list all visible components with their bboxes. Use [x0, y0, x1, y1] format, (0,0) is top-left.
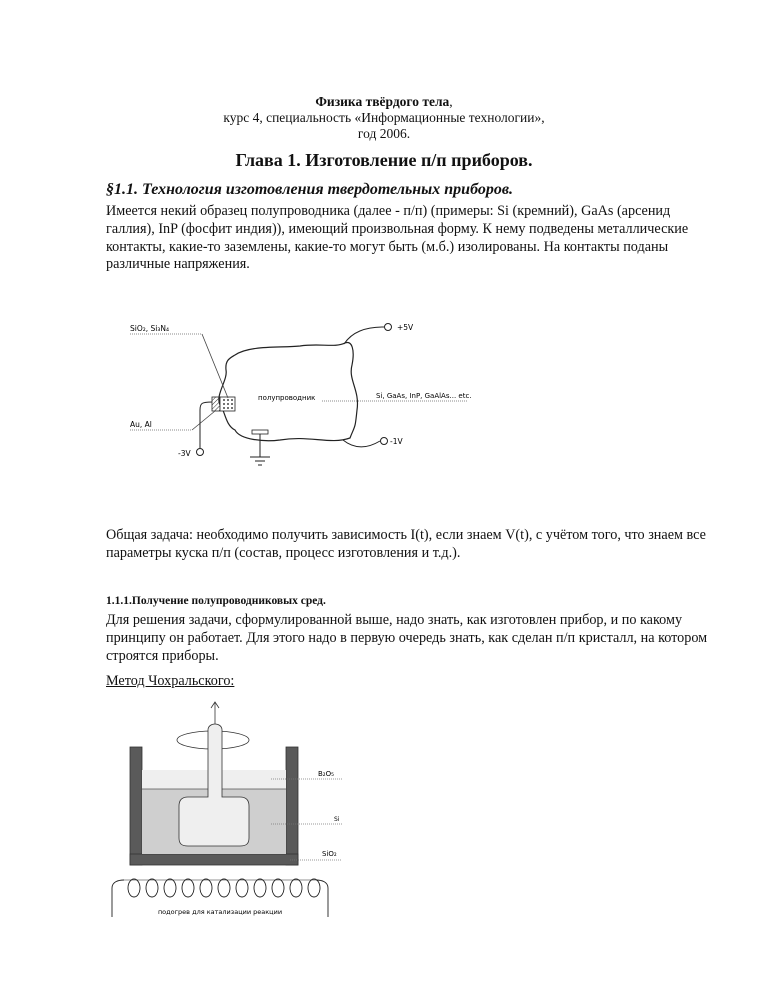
czochralski-diagram	[110, 700, 360, 930]
b2o5-label: B₂O₅	[318, 770, 334, 778]
chapter-title: Глава 1. Изготовление п/п приборов.	[235, 150, 533, 170]
voltage-left-label: -3V	[178, 449, 191, 458]
voltage-right-label: -1V	[390, 437, 403, 446]
si-label: Si	[334, 816, 340, 823]
voltage-top-label: +5V	[397, 323, 414, 332]
section-title: §1.1. Технология изготовления твердотельных приборов.	[106, 181, 513, 198]
course-title-suffix: ,	[449, 94, 453, 109]
course-title-line	[0, 94, 768, 110]
semiconductor-diagram	[120, 310, 480, 480]
task-paragraph: Общая задача: необходимо получить зависимость I(t), если знаем V(t), с учётом того, что знаем все параметры куска п/п (состав, процесс изготовления и т.д.).	[106, 527, 706, 561]
materials-label: Si, GaAs, InP, GaAlAs... etc.	[376, 392, 472, 400]
intro-paragraph: Имеется некий образец полупроводника (далее - п/п) (примеры: Si (кремний), GaAs (арсенид галлия), InP (фосфит индия)), имеющий произвольная форму. К нему подведены металлические контакты, какие-то заземлены, какие-то могут быть (м.б.) изолированы. На контакты поданы различные напряжения.	[106, 203, 689, 273]
subsection-title: 1.1.1.Получение полупроводниковых сред.	[106, 595, 326, 607]
metal-label: Au, Al	[130, 420, 152, 429]
course-title: Физика твёрдого тела	[315, 94, 450, 109]
method-title: Метод Чохральского:	[106, 673, 235, 689]
heater-label: подогрев для катализации реакции	[157, 908, 283, 916]
course-year: год 2006.	[357, 126, 411, 141]
semiconductor-body-label: полупроводник	[258, 394, 316, 402]
course-info: курс 4, специальность «Информационные технологии»,	[223, 110, 545, 125]
sio2-label: SiO₂	[322, 850, 337, 858]
subsection-paragraph: Для решения задачи, сформулированной выше, надо знать, как изготовлен прибор, и по какому принципу он работает. Для этого надо в первую очередь знать, как сделан п/п кристалл, на котором строятся приборы.	[106, 612, 708, 664]
insulator-label: SiO₂, Si₃N₄	[130, 324, 169, 333]
